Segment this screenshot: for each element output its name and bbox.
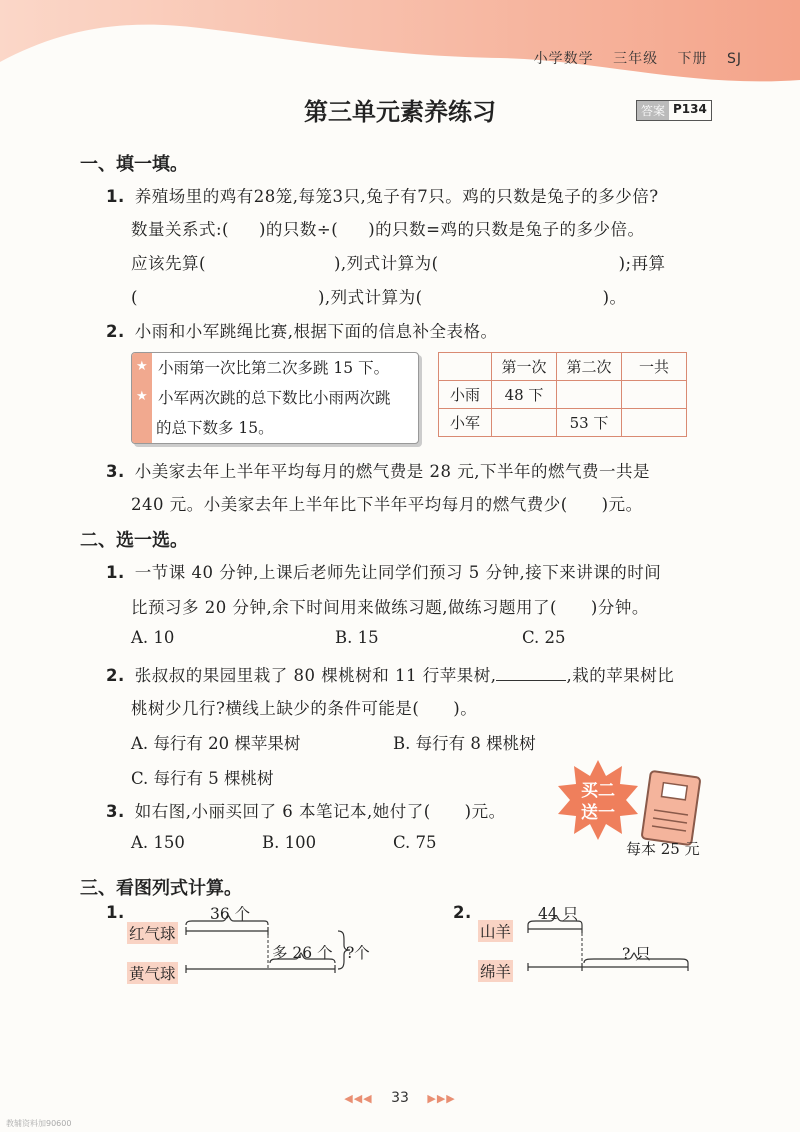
q2-line <box>106 318 498 342</box>
q3-number: 3. <box>106 462 125 481</box>
star-icon: ★ <box>136 359 148 374</box>
d1-label-red: 红气球 <box>127 922 178 944</box>
q1-line4 <box>131 284 627 308</box>
d2-label-sheep: 绵羊 <box>478 960 513 982</box>
c2-option-a[interactable]: A. 每行有 20 棵苹果树 <box>131 734 301 753</box>
d1-label-yellow: 黄气球 <box>127 962 178 984</box>
d2-line-diagram <box>524 915 694 985</box>
c2-text1b: ,栽的苹果树比 <box>566 666 675 685</box>
table-cell-blank[interactable] <box>622 409 687 437</box>
table-row <box>439 409 687 437</box>
q2-number: 2. <box>106 322 125 341</box>
jump-rope-table <box>438 352 687 437</box>
c2-line2: 桃树少几行?横线上缺少的条件可能是( )。 <box>131 699 478 718</box>
promo-burst-icon <box>556 758 640 842</box>
table-row <box>439 381 687 409</box>
section-diagram-calc: 三、看图列式计算。 <box>80 878 242 899</box>
footer-right-arrows: ▶▶▶ <box>427 1092 456 1105</box>
table-header-cell: 一共 <box>622 353 687 381</box>
notebook-price: 每本 25 元 <box>626 840 700 858</box>
q1-l3a: 应该先算( <box>131 254 206 273</box>
table-header-row <box>439 353 687 381</box>
d1-line-diagram <box>180 915 360 985</box>
table-cell: 53 下 <box>557 409 622 437</box>
c3-text: 如右图,小丽买回了 6 本笔记本,她付了( )元。 <box>134 802 506 821</box>
page-footer <box>0 1090 800 1106</box>
q1-l4a: ( <box>131 288 138 307</box>
section-fill-in: 一、填一填。 <box>80 154 188 175</box>
book-header <box>520 48 742 68</box>
q1-l2c: )的只数=鸡的只数是兔子的多少倍。 <box>368 220 645 239</box>
d2-label-goat: 山羊 <box>478 920 513 942</box>
table-cell: 48 下 <box>492 381 557 409</box>
d1-number-text: 1. <box>106 903 125 922</box>
promo-text-1: 买二 <box>581 781 615 801</box>
header-edition: SJ <box>726 51 742 67</box>
answer-badge-page: P134 <box>673 102 707 116</box>
footer-left-arrows: ◀◀◀ <box>344 1092 373 1105</box>
d2-question-value: ? 只 <box>622 945 651 963</box>
page-number: 33 <box>391 1090 409 1106</box>
info-line3: 的总下数多 15。 <box>156 419 274 437</box>
section-choose: 二、选一选。 <box>80 530 188 551</box>
d1-number <box>106 903 135 922</box>
c1-line2: 比预习多 20 分钟,余下时间用来做练习题,做练习题用了( )分钟。 <box>131 598 649 617</box>
table-cell: 小军 <box>439 409 492 437</box>
table-cell-blank[interactable] <box>557 381 622 409</box>
c2-option-c[interactable]: C. 每行有 5 棵桃树 <box>131 769 274 788</box>
q1-text: 养殖场里的鸡有28笼,每笼3只,兔子有7只。鸡的只数是兔子的多少倍? <box>134 187 659 206</box>
notebook-icon <box>640 770 702 848</box>
c3-option-b[interactable]: B. 100 <box>262 833 317 852</box>
answer-badge <box>636 100 712 121</box>
c1-option-a[interactable]: A. 10 <box>131 628 175 647</box>
c3-option-c[interactable]: C. 75 <box>393 833 437 852</box>
q1-line3 <box>131 250 666 274</box>
c2-number: 2. <box>106 666 125 685</box>
info-line2: 小军两次跳的总下数比小雨两次跳 <box>158 389 391 407</box>
c1-option-b[interactable]: B. 15 <box>335 628 379 647</box>
q1-line1 <box>106 183 659 207</box>
table-cell-blank[interactable] <box>492 409 557 437</box>
d1-diff-value: 多 26 个 <box>272 944 333 962</box>
q1-l2a: 数量关系式:( <box>131 220 229 239</box>
answer-badge-label: 答案 <box>637 101 669 120</box>
header-grade: 三年级 <box>613 51 659 67</box>
q1-l3b: ),列式计算为( <box>333 254 439 273</box>
c3-number: 3. <box>106 802 125 821</box>
table-cell: 小雨 <box>439 381 492 409</box>
q1-number: 1. <box>106 187 125 206</box>
d1-top-value: 36 个 <box>210 905 251 923</box>
q1-line2 <box>131 216 644 240</box>
star-icon: ★ <box>136 389 148 404</box>
q1-l4b: ),列式计算为( <box>317 288 423 307</box>
q1-l2b: )的只数÷( <box>259 220 339 239</box>
info-box <box>131 352 419 444</box>
q1-l3c: );再算 <box>618 254 666 273</box>
d2-top-value: 44 只 <box>538 905 579 923</box>
d2-number-text: 2. <box>453 903 472 922</box>
c1-text1: 一节课 40 分钟,上课后老师先让同学们预习 5 分钟,接下来讲课的时间 <box>134 563 662 582</box>
page-title: 第三单元素养练习 <box>304 98 496 126</box>
q3-line2: 240 元。小美家去年上半年比下半年平均每月的燃气费少( )元。 <box>131 495 643 514</box>
c2-option-b[interactable]: B. 每行有 8 棵桃树 <box>393 734 536 753</box>
c1-line1 <box>106 559 661 583</box>
q2-text: 小雨和小军跳绳比赛,根据下面的信息补全表格。 <box>134 322 498 341</box>
watermark: 教辅资料加90600 <box>6 1119 72 1128</box>
table-header-cell: 第二次 <box>557 353 622 381</box>
c3-option-a[interactable]: A. 150 <box>131 833 185 852</box>
promo-text-2: 送一 <box>581 803 615 823</box>
header-subject: 小学数学 <box>533 51 594 67</box>
c2-line1 <box>106 662 674 686</box>
d1-total-value: ?个 <box>346 944 370 962</box>
c2-underline-blank[interactable] <box>496 666 566 681</box>
c1-number: 1. <box>106 563 125 582</box>
c3-line1 <box>106 798 506 822</box>
info-line1: 小雨第一次比第二次多跳 15 下。 <box>158 359 390 377</box>
q1-l4c: )。 <box>602 288 627 307</box>
c1-option-c[interactable]: C. 25 <box>522 628 566 647</box>
table-header-cell: 第一次 <box>492 353 557 381</box>
c2-text1a: 张叔叔的果园里栽了 80 棵桃树和 11 行苹果树, <box>134 666 497 685</box>
q3-line1 <box>106 458 650 482</box>
table-header-cell <box>439 353 492 381</box>
table-cell-blank[interactable] <box>622 381 687 409</box>
q3-text1: 小美家去年上半年平均每月的燃气费是 28 元,下半年的燃气费一共是 <box>134 462 650 481</box>
header-volume: 下册 <box>677 51 708 67</box>
